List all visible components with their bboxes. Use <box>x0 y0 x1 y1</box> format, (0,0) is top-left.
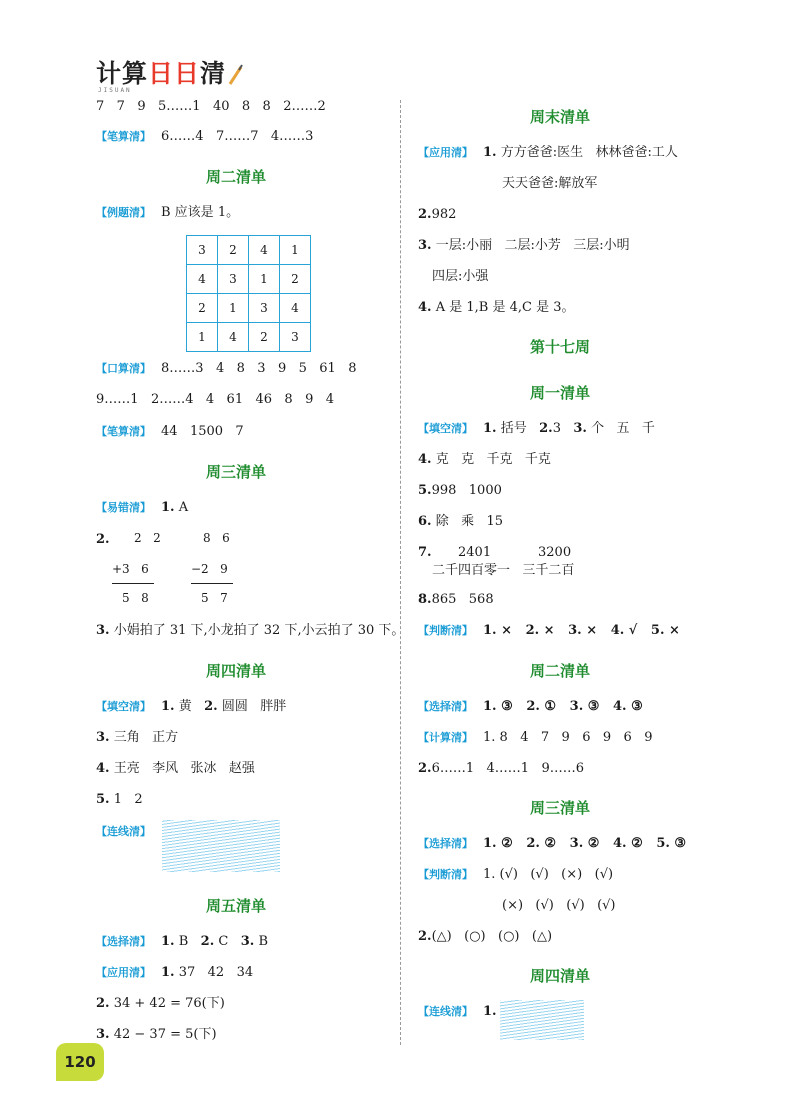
grid-cell: 2 <box>187 294 218 323</box>
item-number: 1. <box>161 934 175 949</box>
right-wed-line-3: (×) (√) (√) (√) <box>502 898 616 913</box>
right-weekend-line-6 <box>418 299 574 317</box>
grid-cell: 2 <box>218 236 249 265</box>
right-wed-line-1 <box>418 835 686 853</box>
answer-text: 34 + 42 = 76(下) <box>113 996 225 1011</box>
logo-title-c: 清 <box>200 59 227 88</box>
item-number: 7. <box>418 545 432 560</box>
right-mon-line-5 <box>418 544 432 562</box>
left-thu-line-3 <box>96 760 255 778</box>
calc-number: 2. <box>96 532 110 547</box>
item-number: 3. <box>573 421 587 436</box>
logo-title <box>96 60 226 88</box>
left-thu-line-4 <box>96 791 143 809</box>
answer-text: 一层:小丽 二层:小芳 三层:小明 <box>435 238 630 253</box>
item-number: 4. <box>418 300 432 315</box>
logo-subtitle: JISUAN <box>98 87 132 94</box>
calc-line <box>112 583 154 584</box>
pen-icon <box>228 64 244 86</box>
left-thu-line-5 <box>96 823 161 841</box>
right-tue-line-2 <box>418 729 652 747</box>
tag: 【判断清】 <box>418 868 473 881</box>
grid-cell: 2 <box>249 323 280 352</box>
item-number: 2. <box>418 761 432 776</box>
heading-mon: 周一清单 <box>529 384 590 402</box>
left-fri-line-2 <box>96 964 253 982</box>
answer-text: 1. 8 4 7 9 6 9 6 9 <box>483 730 653 745</box>
answer-text: A 是 1,B 是 4,C 是 3。 <box>435 300 575 315</box>
answer-text: 6……1 4……1 9……6 <box>431 761 584 776</box>
answer-text: 42 − 37 = 5(下) <box>113 1027 217 1042</box>
right-weekend-line-5: 四层:小强 <box>432 269 489 284</box>
grid-cell: 4 <box>249 236 280 265</box>
answer-text: 1 2 <box>113 792 143 807</box>
number-3200: 3200 <box>538 545 572 560</box>
heading-thu-left: 周四清单 <box>205 662 266 680</box>
answer-text: 个 五 千 <box>591 421 655 436</box>
answer-text: 除 乘 15 <box>435 514 504 529</box>
item-number: 2. <box>200 934 215 949</box>
right-thu-line-1 <box>418 1003 497 1021</box>
page-number: 120 <box>56 1043 104 1081</box>
right-mon-line-6: 二千四百零一 三千二百 <box>432 563 575 578</box>
grid-cell: 2 <box>280 265 311 294</box>
left-tue-line-2 <box>96 360 357 378</box>
answer-text: 8……3 4 8 3 9 5 61 8 <box>161 361 357 376</box>
left-wed-line-1 <box>96 499 188 517</box>
grid-cell: 1 <box>280 236 311 265</box>
answer-text: 1. ② 2. ② 3. ② 4. ② 5. ③ <box>483 836 687 851</box>
tag: 【口算清】 <box>96 362 151 375</box>
answer-text: 王亮 李风 张冰 赵强 <box>113 761 255 776</box>
calc-mid: +3 6 <box>112 562 149 576</box>
grid-cell: 4 <box>218 323 249 352</box>
tag: 【选择清】 <box>418 837 473 850</box>
grid-cell: 3 <box>187 236 218 265</box>
item-number: 2. <box>539 421 553 436</box>
answer-text: 865 568 <box>431 592 494 607</box>
answer-text: B 应该是 1。 <box>161 205 240 220</box>
calc-top: 2 2 <box>134 531 161 545</box>
right-mon-line-3 <box>418 482 502 500</box>
left-line-1: 7 7 9 5……1 40 8 8 2……2 <box>96 99 326 114</box>
tag: 【笔算清】 <box>96 425 151 438</box>
item-number: 1. <box>161 965 175 980</box>
answer-text: 3 <box>552 421 574 436</box>
heading-wed-right: 周三清单 <box>529 799 590 817</box>
item-number: 3. <box>240 934 255 949</box>
tag: 【判断清】 <box>418 624 473 637</box>
heading-wed-left: 周三清单 <box>205 463 266 481</box>
answer-text: 44 1500 7 <box>161 424 244 439</box>
item-number: 1. <box>161 500 175 515</box>
left-line-2 <box>96 128 313 146</box>
matching-lines-figure <box>500 1000 584 1040</box>
answer-text: 1. × 2. × 3. × 4. √ 5. × <box>483 623 680 638</box>
tag: 【例题清】 <box>96 206 151 219</box>
heading-tue-right: 周二清单 <box>529 662 590 680</box>
answer-text: 三角 正方 <box>113 730 179 745</box>
answer-text: 998 1000 <box>431 483 502 498</box>
left-fri-line-1 <box>96 933 268 951</box>
grid-row <box>187 294 311 323</box>
calc-line <box>191 583 233 584</box>
right-weekend-line-3 <box>418 206 456 224</box>
logo <box>96 60 226 100</box>
tag: 【应用清】 <box>418 146 473 159</box>
item-number: 3. <box>96 1027 110 1042</box>
item-number: 5. <box>418 483 432 498</box>
right-tue-line-1 <box>418 698 643 716</box>
calc-top: 8 6 <box>203 531 230 545</box>
left-tue-line-4 <box>96 423 244 441</box>
item-number: 2. <box>418 207 432 222</box>
sudoku-grid <box>186 235 311 352</box>
right-tue-line-3 <box>418 760 584 778</box>
grid-cell: 1 <box>249 265 280 294</box>
logo-title-b: 日日 <box>148 59 201 88</box>
logo-title-a: 计算 <box>96 59 149 88</box>
right-weekend-line-4 <box>418 237 630 255</box>
heading-fri-left: 周五清单 <box>205 897 266 915</box>
left-tue-line-3: 9……1 2……4 4 61 46 8 9 4 <box>96 392 335 407</box>
item-number: 8. <box>418 592 432 607</box>
right-weekend-line-2: 天天爸爸:解放军 <box>502 176 598 191</box>
tag: 【笔算清】 <box>96 130 151 143</box>
answer-text: 982 <box>431 207 457 222</box>
item-number: 3. <box>418 238 432 253</box>
item-number: 2. <box>96 996 110 1011</box>
item-number: 2. <box>418 929 432 944</box>
answer-text: 1. (√) (√) (×) (√) <box>483 867 614 882</box>
answer-text: 圆圆 胖胖 <box>221 699 287 714</box>
grid-cell: 3 <box>249 294 280 323</box>
grid-cell: 4 <box>280 294 311 323</box>
right-weekend-line-1 <box>418 144 678 162</box>
left-thu-line-1 <box>96 698 286 716</box>
right-mon-line-7 <box>418 591 494 609</box>
item-number: 2. <box>204 699 218 714</box>
tag: 【应用清】 <box>96 966 151 979</box>
item-number: 1. <box>161 699 175 714</box>
answer-text: 1. ③ 2. ① 3. ③ 4. ③ <box>483 699 643 714</box>
answer-text: 6……4 7……7 4……3 <box>161 129 314 144</box>
answer-text: B <box>258 934 269 949</box>
item-number: 3. <box>96 623 110 638</box>
answer-text: B <box>178 934 201 949</box>
grid-row <box>187 265 311 294</box>
left-fri-line-3 <box>96 995 225 1013</box>
item-number: 4. <box>418 452 432 467</box>
heading-week-17: 第十七周 <box>529 338 590 356</box>
right-wed-line-4 <box>418 928 552 946</box>
tag: 【选择清】 <box>96 935 151 948</box>
item-number: 5. <box>96 792 110 807</box>
left-wed-line-3 <box>96 622 404 640</box>
item-number: 3. <box>96 730 110 745</box>
matching-lines-figure <box>162 820 280 872</box>
item-number: 1. <box>483 421 497 436</box>
right-wed-line-2 <box>418 866 613 884</box>
tag: 【连线清】 <box>96 825 151 838</box>
calc-mid: −2 9 <box>191 562 228 576</box>
item-number: 6. <box>418 514 432 529</box>
answer-text: 黄 <box>178 699 205 714</box>
answer-text: (△) (○) (○) (△) <box>431 929 553 944</box>
tag: 【选择清】 <box>418 700 473 713</box>
left-fri-line-4 <box>96 1026 217 1044</box>
grid-cell: 1 <box>218 294 249 323</box>
grid-cell: 4 <box>187 265 218 294</box>
right-mon-line-8 <box>418 622 680 640</box>
right-mon-line-2 <box>418 451 551 469</box>
column-divider <box>400 100 401 1045</box>
answer-text: 小娟拍了 31 下,小龙拍了 32 下,小云拍了 30 下。 <box>113 623 405 638</box>
right-mon-line-1 <box>418 420 655 438</box>
grid-row <box>187 323 311 352</box>
heading-tue-left: 周二清单 <box>205 168 266 186</box>
heading-weekend: 周末清单 <box>529 108 590 126</box>
grid-row <box>187 236 311 265</box>
answer-text: 37 42 34 <box>178 965 254 980</box>
calc-result: 5 7 <box>201 591 228 605</box>
answer-text: 方方爸爸:医生 林林爸爸:工人 <box>500 145 678 160</box>
number-2401: 2401 <box>458 545 492 560</box>
grid-cell: 3 <box>280 323 311 352</box>
answer-text: 克 克 千克 千克 <box>435 452 551 467</box>
answer-text: A <box>178 500 189 515</box>
tag: 【填空清】 <box>96 700 151 713</box>
calc-result: 5 8 <box>122 591 149 605</box>
tag: 【连线清】 <box>418 1005 473 1018</box>
tag: 【计算清】 <box>418 731 473 744</box>
heading-thu-right: 周四清单 <box>529 967 590 985</box>
item-number: 4. <box>96 761 110 776</box>
left-tue-line-1 <box>96 204 239 222</box>
grid-cell: 1 <box>187 323 218 352</box>
tag: 【易错清】 <box>96 501 151 514</box>
tag: 【填空清】 <box>418 422 473 435</box>
item-number: 1. <box>483 145 497 160</box>
answer-text: 括号 <box>500 421 540 436</box>
item-number: 1. <box>483 1004 497 1019</box>
grid-cell: 3 <box>218 265 249 294</box>
answer-text: C <box>218 934 241 949</box>
left-thu-line-2 <box>96 729 178 747</box>
right-mon-line-4 <box>418 513 503 531</box>
